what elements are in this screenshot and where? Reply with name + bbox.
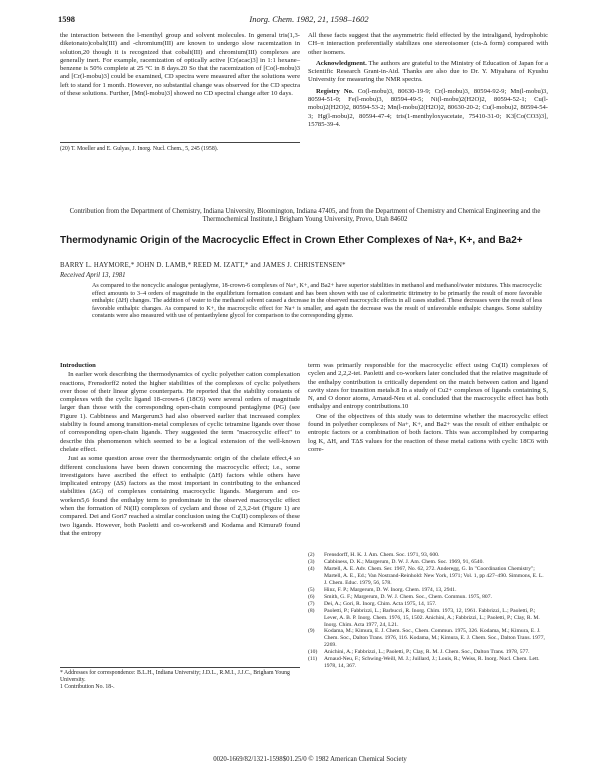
body-left-column xyxy=(60,362,300,539)
reference-item: (8) Paoletti, P.; Fabbrizzi, L.; Barbucci, R. Inorg. Chim. 1973, 12, 1961. Fabbrizzi, L.; Paoletti, P.; Lever, A. B. P. Inorg. Chem. 1976, 15, 1502. Anichini, A.; Fabbrizzi, L.; Paoletti, P.; Clay, R. M. Inorg. Chim. Acta 1977, 24, L21. xyxy=(308,607,540,628)
author-footnote: * Addresses for correspondence: B.L.H., Indiana University; J.D.L., R.M.I., J.J.C., Brigham Young University. xyxy=(60,670,290,683)
page-footer xyxy=(60,756,560,766)
registry-numbers xyxy=(308,88,548,129)
intro-paragraph-1: In earlier work describing the thermodynamics of cyclic polyether cation complexation reactions, Frensdorff2 noted the higher stabilities of the complexes of cyclic polyethers over those of their linear glyme counterparts. He reported that the stability constants of complexes with the cyclic ligand 18-crown-6 (18C6) were several orders of magnitude larger than those with the corresponding open-chain compound pentaglyme (PG) (see Figure 1). Cabbiness and Margerum3 had also observed earlier that increased complex stability is found among transition-metal complexes of cyclic tetramine ligands over those of corresponding open-chain ligands. They suggested the term "macrocyclic effect" to describe this phenomenon which seemed to be a logical extension of the well-known chelate effect. xyxy=(60,371,300,453)
reference-list xyxy=(308,552,548,670)
introduction-heading: Introduction xyxy=(60,362,96,369)
reference-item: (11) Arnaud-Neu, F.; Schwing-Weill, M. J.; Juillard, J.; Louis, R.; Weiss, R. Inorg. Nucl. Chem. Lett. 1978, 14, 367. xyxy=(308,656,540,670)
article-title: Thermodynamic Origin of the Macrocyclic Effect in Crown Ether Complexes of Na+, K+, and Ba2+ xyxy=(60,235,523,246)
intro-paragraph-3: term was primarily responsible for the macrocyclic effect using Cu(II) complexes of cyclen and 2,2,2-tet. Paoletti and co-workers later concluded that the relative magnitude of the enthalpy contribution is critically dependent on the match between cation and ligand cavity sizes for transition metals.8 In a study of Cu2+ complexes of ligands containing S, N, and O donor atoms, Arnaud-Neu et al. concluded that the macrocyclic effect has both enthalpy and entropy contributions.10 xyxy=(308,362,548,411)
running-header xyxy=(58,14,560,28)
reference-item: (3) Cabbiness, D. K.; Margerum, D. W. J. Am. Chem. Soc. 1969, 91, 6540. xyxy=(308,558,484,565)
prev-article-conclusion: All these facts suggest that the asymmetric field effected by the intraligand, hydrophobic CH–π interaction preferentially stabilizes one stereoisomer (cis-Δ form) compared with other isomers. xyxy=(308,32,548,56)
acknowledgment-text: The authors are grateful to the Ministry of Education of Japan for a Scientific Research Grant-in-Aid. Thanks are also due to Dr. Y. Miyahara of Kyushu University for measuring the NMR spectra. xyxy=(308,59,549,84)
intro-paragraph-2: Just as some question arose over the thermodynamic origin of the chelate effect,4 so different conclusions have been drawn concerning the macrocyclic effect; i.e., some investigators have ascribed the effect to enthalpic (ΔH) factors while others have implicated entropy (ΔS) factors as the most important in contributing to the enhanced stabilities (ΔG) of complexes containing macrocyclic ligands. Margerum and co-workers5,6 found the enthalpy term to predominate in the observed macrocyclic effect when the formation of Ni(II) complexes of cyclam and those of 2,3,2-tet (Figure 1) are compared. Dei and Gori7 reached a similar conclusion using the Cu(II) complexes of these two ligands. However, both Paoletti and co-workers8 and Kodama and Kimura9 found that the entropy xyxy=(60,455,300,537)
copyright-line: 0020-1669/82/1321-1598$01.25/0 © 1982 American Chemical Society xyxy=(213,756,407,763)
footnote-divider xyxy=(60,142,300,143)
body-right-column xyxy=(308,362,548,455)
intro-paragraph-4: One of the objectives of this study was to determine whether the macrocyclic effect found in polyether complexes of Na+, K+, and Ba2+ was the result of either enthalpic or entropic factors or a combination of both factors. This was accomplished by comparing log K, ΔH, and TΔS values for the reaction of these metal cations with cyclic 18C6 with corre- xyxy=(308,412,548,453)
acknowledgment xyxy=(308,60,548,85)
author-footnote: 1 Contribution No. 18-. xyxy=(60,684,115,690)
acknowledgment-heading: Acknowledgment. xyxy=(316,59,367,67)
author-footnote-divider xyxy=(60,667,300,668)
reference-item: (6) Smith, G. F.; Margerum, D. W. J. Chem. Soc., Chem. Commun. 1975, 807. xyxy=(308,593,492,600)
prev-article-paragraph: the interaction between the l-menthyl group and solvent molecules. In general tris(1,3-diketonato)cobalt(III) and -chromium(III) are known to undergo slow racemization in solution,20 though it is recognized that cobalt(III) and chromium(III) complexes are generally inert. For example, racemization of optically active [Cr(acac)3] in 1:1 hexane–benzene is 50% complete at 25 °C in 8 days.20 So that the racemization of [Co(l-mobu)3 and [Cr(l-mobu)3] could be examined, CD spectra were measured after the solutions were left to stand for 1 month. However, no substantial change was observed for the CD spectra of these solutions. Further, [Mn(l-mobu)3] showed no CD spectral change after 10 days. xyxy=(60,32,300,98)
reference-item: (9) Kodama, M.; Kimura, E. J. Chem. Soc., Chem. Commun. 1975, 326. Kodama, M.; Kimura, E. J. Chem. Soc., Dalton Trans. 1976, 116. Kodama, M.; Kimura, E. J. Chem. Soc., Dalton Trans. 1977, 2269. xyxy=(308,628,545,649)
reference-item: (7) Dei, A.; Gori, R. Inorg. Chim. Acta 1975, 14, 157. xyxy=(308,600,437,607)
article-abstract: As compared to the noncyclic analogue pentaglyme, 18-crown-6 complexes of Na+, K+, and Ba2+ have superior stabilities in methanol and methanol/water mixtures. This macrocyclic effect amounts to 3–4 orders of magnitude in the equilibrium formation constant and has been shown with use of calorimetric titrimetry to be primarily the result of more favorable enthalpic (ΔH) changes. The addition of water to the methanol solvent caused a decrease in the observed macrocyclic effects in all cases studied. These decreases were the result of less favorable enthalpic changes. As compared to K+, the macrocyclic effect for Na+ is smaller, and again the decrease was the result of unfavorable enthalpic changes. Some stability constants were also measured with use of pentaethylene glycol for comparison to the corresponding glyme. xyxy=(92,283,542,320)
footnote-20: (20) T. Moeller and E. Gulyas, J. Inorg. Nucl. Chem., 5, 245 (1958). xyxy=(60,146,219,152)
page-number: 1598 xyxy=(58,14,75,24)
registry-text: Co(l-mobu)3, 80630-19-9; Cr(l-mobu)3, 80594-92-9; Mn(l-mobu)3, 80594-51-0; Fe(l-mobu)3, 80594-49-5; Ni(l-mobu)2(H2O)2, 80594-52-1; Cu(l-mobu)2(H2O)2, 80594-53-2; Mn(l-mobu)2(H2O)2, 80630-20-2; Cu(l-mobu)2, 80594-54-3; Hg(l-mobu)2, 80594-47-4; tris(1-menthyloxyacetate, 75410-31-0; K3[Co(CO3)3], 15785-39-4. xyxy=(308,87,548,128)
prev-article-right-column xyxy=(308,32,548,130)
author-footnotes xyxy=(60,670,300,691)
article-authors: BARRY L. HAYMORE,* JOHN D. LAMB,* REED M. IZATT,* and JAMES J. CHRISTENSEN* xyxy=(60,262,346,269)
journal-citation: Inorg. Chem. 1982, 21, 1598–1602 xyxy=(249,14,369,24)
contribution-affiliation: Contribution from the Department of Chemistry, Indiana University, Bloomington, Indiana 47405, and from the Department of Chemistry and Chemical Engineering and the Thermochemical Institute,1 Brigham Young University, Provo, Utah 84602 xyxy=(69,208,541,224)
reference-item: (5) Hinz, F. P.; Margerum, D. W. Inorg. Chem. 1974, 13, 2941. xyxy=(308,586,457,593)
reference-item: (10) Anichini, A.; Fabbrizzi, L.; Paoletti, P.; Clay, R. M. J. Chem. Soc., Dalton Trans. 1978, 577. xyxy=(308,649,530,656)
received-date: Received April 13, 1981 xyxy=(60,272,126,279)
registry-heading: Registry No. xyxy=(316,87,354,95)
reference-item: (2) Frensdorff, H. K. J. Am. Chem. Soc. 1971, 93, 600. xyxy=(308,552,440,558)
reference-item: (4) Martell, A. E. Adv. Chem. Ser. 1967, No. 62, 272. Anderegg, G. In "Coordination Chemistry"; Martell, A. E., Ed.; Van Nostrand-Reinhold: New York, 1971; Vol. 1, pp 427–490. Simmons, E. L. J. Chem. Educ. 1979, 56, 578. xyxy=(308,565,544,586)
prev-article-left-column xyxy=(60,32,300,99)
